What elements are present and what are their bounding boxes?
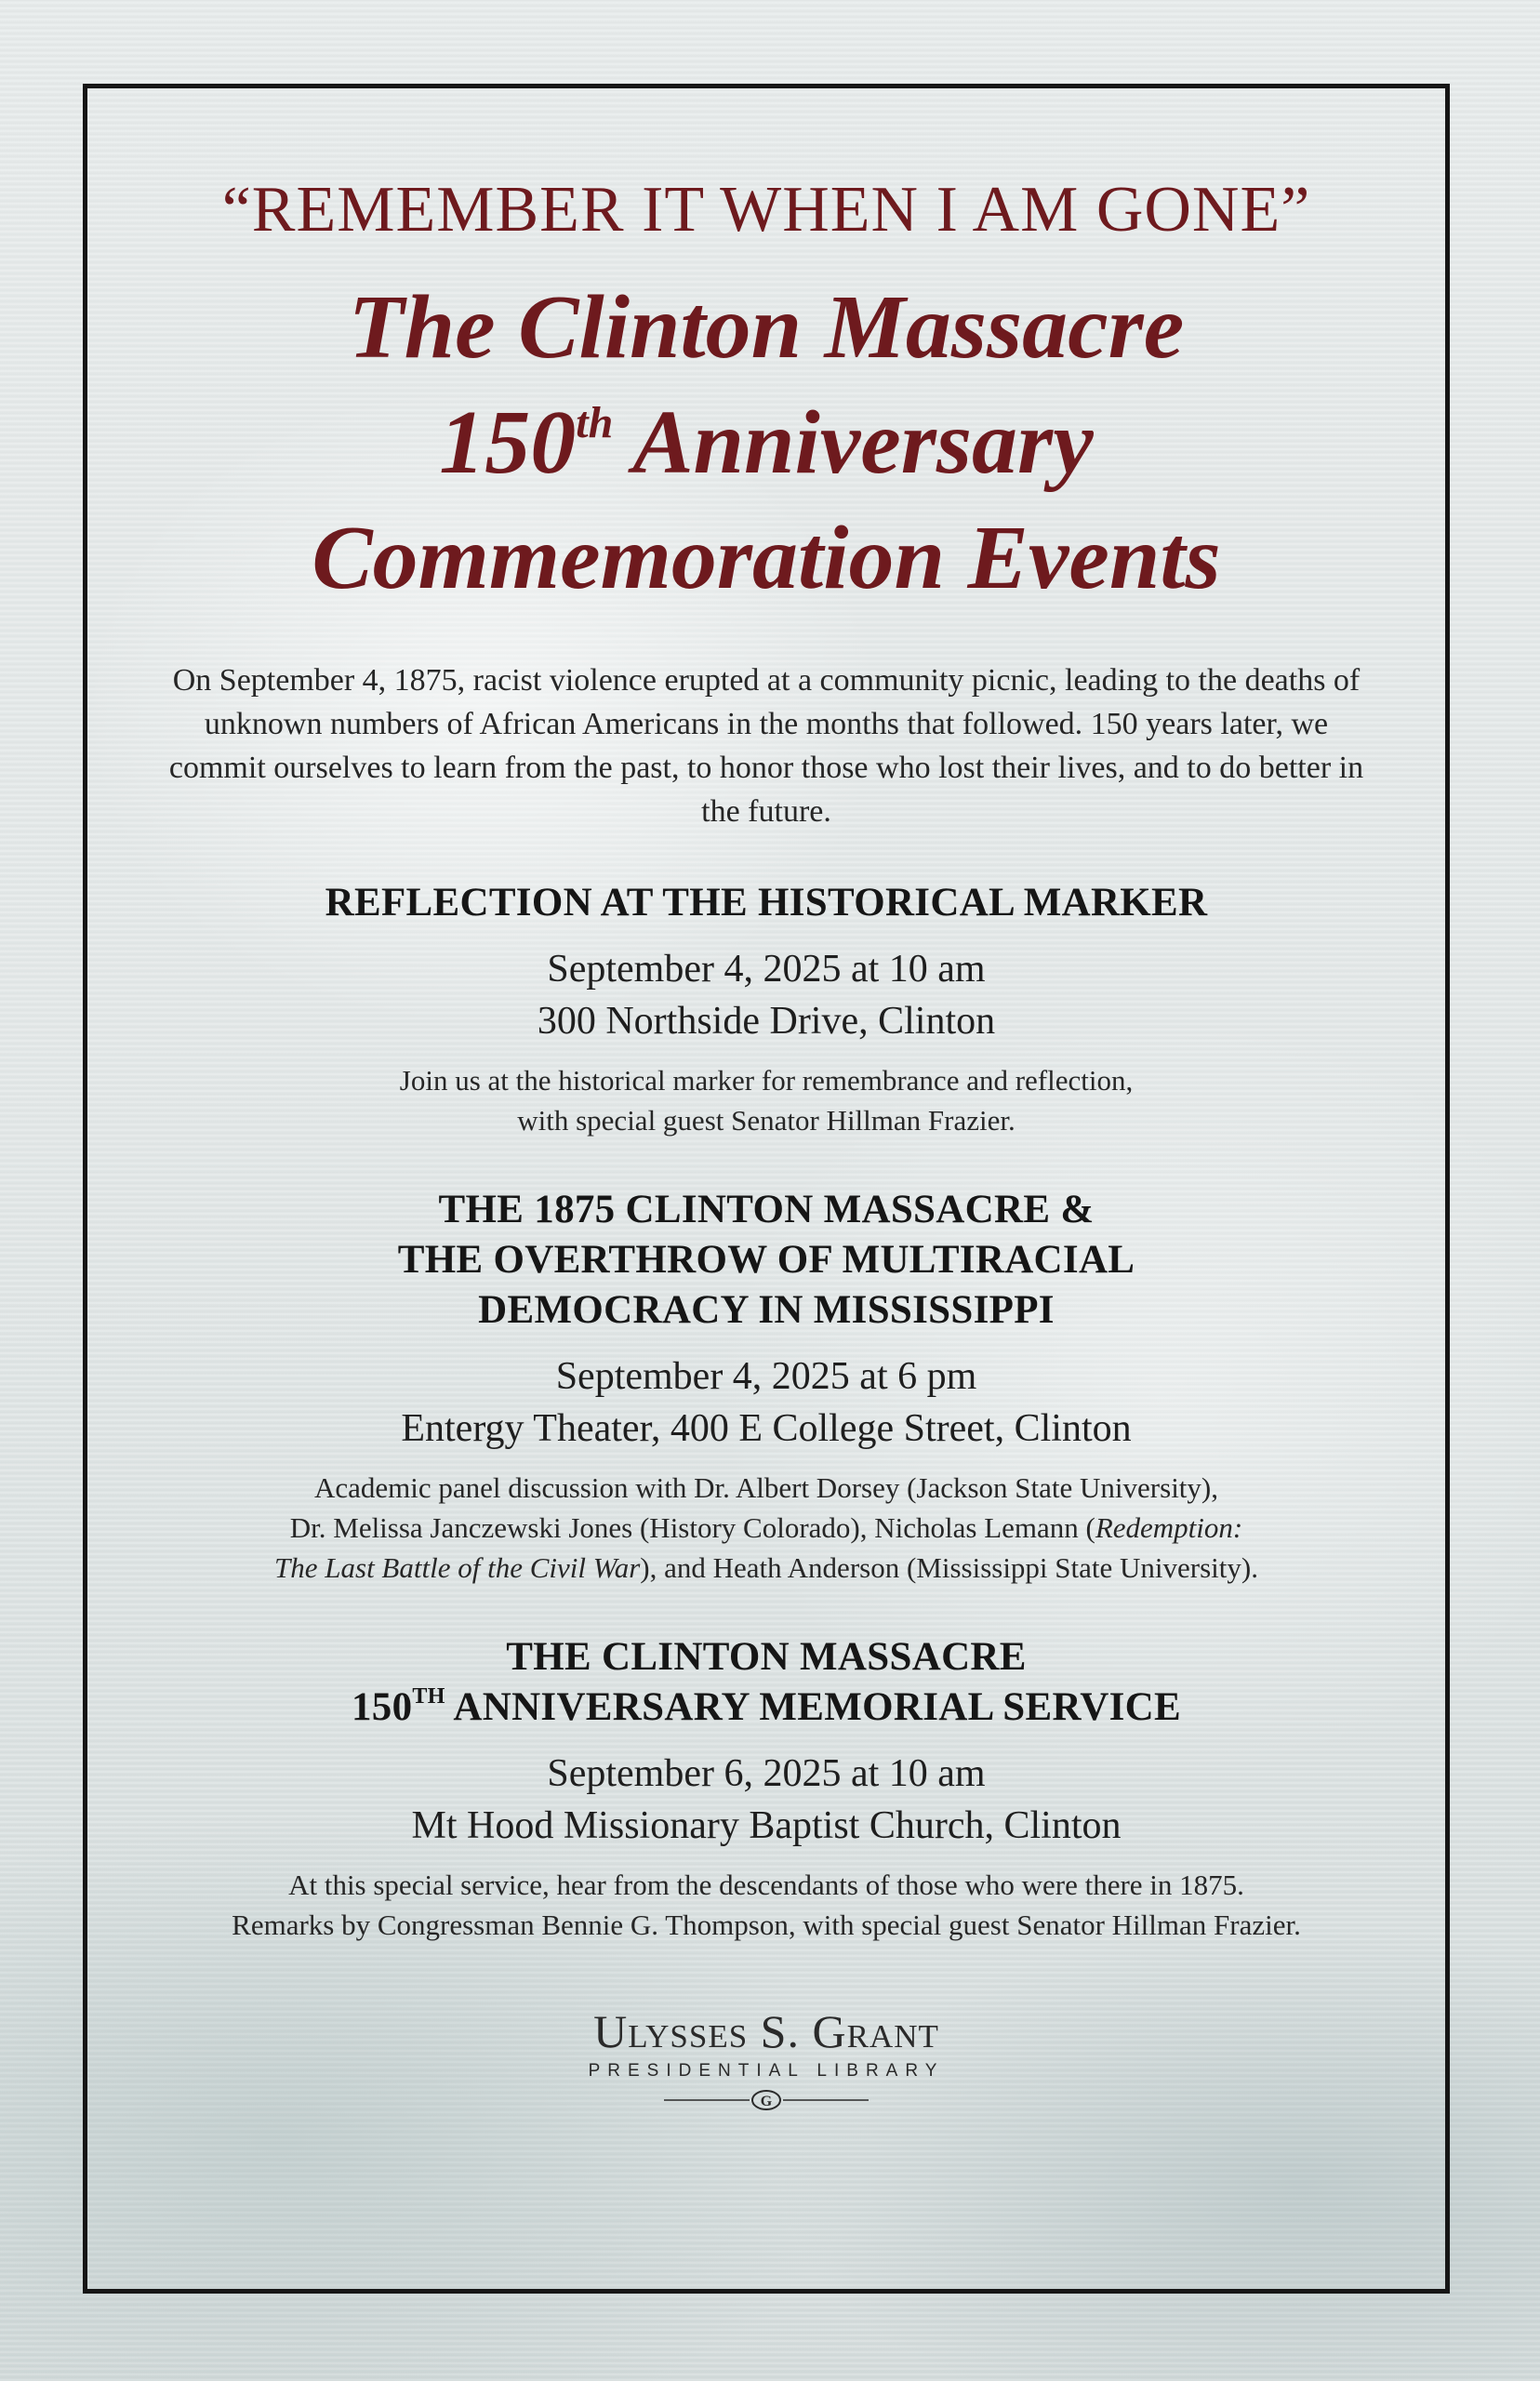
title-anniversary-word: Anniversary bbox=[632, 392, 1094, 493]
event-datetime: September 4, 2025 at 6 pm bbox=[555, 1355, 977, 1398]
event-description-line: Academic panel discussion with Dr. Albert Dorsey (Jackson State University), bbox=[314, 1471, 1218, 1504]
title-line-3: Commemoration Events bbox=[312, 508, 1221, 608]
logo-name: Ulysses S. Grant bbox=[593, 2005, 939, 2057]
library-logo bbox=[87, 2004, 1445, 2112]
event-panel-discussion bbox=[87, 1185, 1445, 1588]
event-description bbox=[115, 1060, 1417, 1140]
event-description-line: with special guest Senator Hillman Frazier. bbox=[517, 1104, 1016, 1137]
event-datetime: September 6, 2025 at 10 am bbox=[547, 1752, 986, 1795]
event-reflection bbox=[87, 878, 1445, 1140]
event-description-line bbox=[115, 1548, 1417, 1588]
event-location: 300 Northside Drive, Clinton bbox=[537, 1000, 996, 1043]
event-description bbox=[115, 1468, 1417, 1588]
title-anniversary-number: 150 bbox=[439, 392, 577, 493]
event-description-line: Remarks by Congressman Bennie G. Thompson, with special guest Senator Hillman Frazier. bbox=[232, 1909, 1301, 1941]
title-line-2 bbox=[87, 385, 1445, 500]
anniversary-suffix: TH bbox=[412, 1684, 445, 1709]
event-location: Mt Hood Missionary Baptist Church, Clinton bbox=[411, 1804, 1122, 1847]
event-description-text: ), and Heath Anderson (Mississippi State University). bbox=[640, 1551, 1258, 1584]
book-title: Redemption: bbox=[1095, 1511, 1243, 1544]
poster-content bbox=[87, 88, 1445, 2112]
event-description-line bbox=[115, 1508, 1417, 1548]
event-description-text: Dr. Melissa Janczewski Jones (History Colorado), Nicholas Lemann ( bbox=[289, 1511, 1095, 1544]
event-heading-line: DEMOCRACY IN MISSISSIPPI bbox=[478, 1288, 1055, 1332]
anniversary-number: 150 bbox=[351, 1685, 413, 1729]
event-memorial-service bbox=[87, 1632, 1445, 1945]
event-heading bbox=[87, 1185, 1445, 1336]
main-title bbox=[87, 270, 1445, 616]
event-heading bbox=[87, 1632, 1445, 1733]
monogram-rule-icon bbox=[664, 2088, 869, 2112]
event-description-line: Join us at the historical marker for remembrance and reflection, bbox=[399, 1064, 1134, 1097]
event-heading-line: THE CLINTON MASSACRE bbox=[506, 1635, 1027, 1679]
title-anniversary-suffix: th bbox=[576, 398, 614, 447]
event-datetime: September 4, 2025 at 10 am bbox=[547, 948, 986, 991]
event-description-line: At this special service, hear from the descendants of those who were there in 1875. bbox=[288, 1869, 1244, 1901]
book-title: The Last Battle of the Civil War bbox=[274, 1551, 641, 1584]
title-line-1: The Clinton Massacre bbox=[348, 277, 1185, 378]
event-location: Entergy Theater, 400 E College Street, Clinton bbox=[401, 1407, 1132, 1450]
event-description bbox=[115, 1865, 1417, 1945]
monogram-text: G bbox=[760, 2094, 773, 2109]
header-quote: “REMEMBER IT WHEN I AM GONE” bbox=[221, 174, 1311, 246]
event-heading-line: THE OVERTHROW OF MULTIRACIAL bbox=[397, 1238, 1135, 1282]
event-heading-line: THE 1875 CLINTON MASSACRE & bbox=[438, 1188, 1095, 1231]
event-heading-line bbox=[87, 1683, 1445, 1733]
event-heading-text: ANNIVERSARY MEMORIAL SERVICE bbox=[453, 1685, 1182, 1729]
event-heading: REFLECTION AT THE HISTORICAL MARKER bbox=[325, 881, 1208, 924]
logo-subtitle: PRESIDENTIAL LIBRARY bbox=[588, 2061, 945, 2081]
intro-paragraph: On September 4, 1875, racist violence erupted at a community picnic, leading to the deaths of unknown numbers of African Americans in the months that followed. 150 years later, we commit ourselves to learn from the past, to honor those who lost their lives, and to do better in the future. bbox=[168, 663, 1364, 829]
